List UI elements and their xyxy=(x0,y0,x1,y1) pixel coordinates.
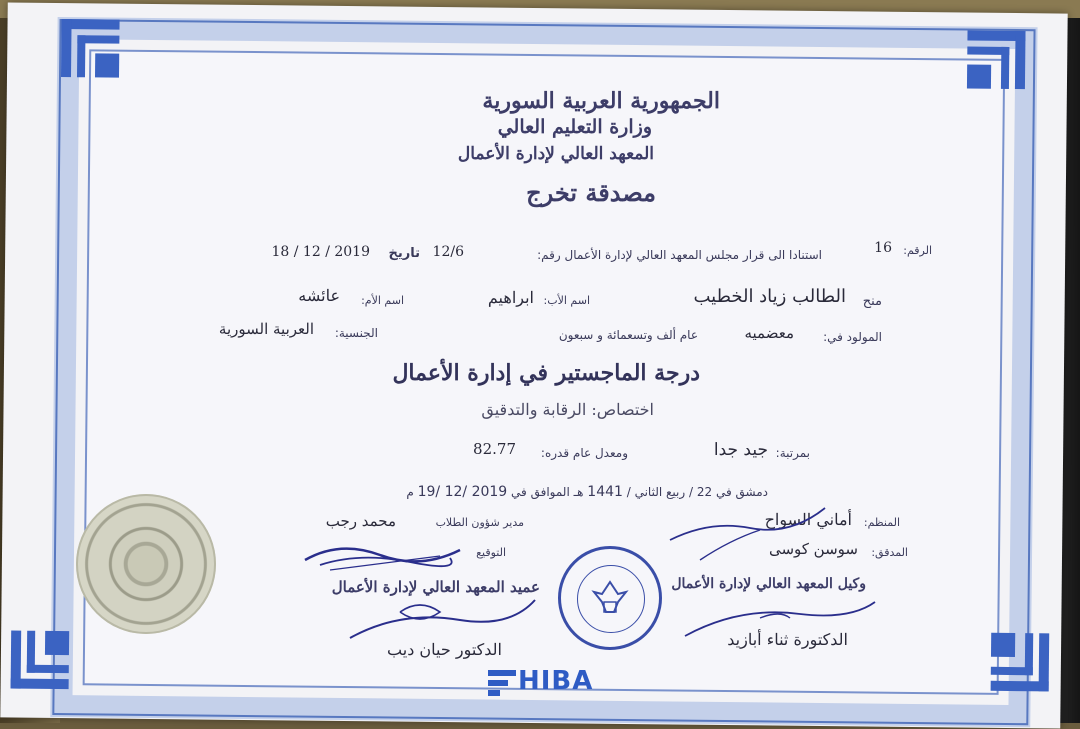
born-place: معضميه xyxy=(744,324,794,342)
hijri-year: 1441 xyxy=(587,484,623,500)
vice-dean-name: الدكتورة ثناء أبازيد xyxy=(727,630,848,649)
certificate-title: مصدقة تخرج xyxy=(526,178,656,207)
hiba-logo-text: HIBA xyxy=(518,666,594,696)
student-affairs-label: مدير شؤون الطلاب xyxy=(435,516,524,529)
institute-heading: المعهد العالي لإدارة الأعمال xyxy=(457,144,654,164)
organizer-label: المنظم: xyxy=(863,516,900,529)
hijri-month: ربيع الثاني xyxy=(634,485,686,499)
student-affairs-name: محمد رجب xyxy=(325,512,396,530)
mother-label: اسم الأم: xyxy=(361,294,404,307)
stamp-eagle-icon xyxy=(558,546,662,650)
student-name: الطالب زياد الخطيب xyxy=(693,286,846,307)
issue-line: دمشق في 22 / ربيع الثاني / 1441 هـ الموافق في 19/ 12/ 2019 م xyxy=(406,484,768,500)
father-label: اسم الأب: xyxy=(543,294,590,307)
nationality-value: العربية السورية xyxy=(218,320,314,338)
republic-heading: الجمهورية العربية السورية xyxy=(482,88,720,114)
dean-title: عميد المعهد العالي لإدارة الأعمال xyxy=(331,578,540,596)
embossed-seal xyxy=(76,494,216,634)
average-label: ومعدل عام قدره: xyxy=(540,446,628,460)
nationality-label: الجنسية: xyxy=(334,326,378,340)
decree-text: استنادا الى قرار مجلس المعهد العالي لإدارة الأعمال رقم: xyxy=(537,248,822,262)
grade-label: بمرتبة: xyxy=(775,446,810,460)
father-name: ابراهيم xyxy=(487,288,534,307)
number-label: الرقم: xyxy=(903,244,932,257)
gregorian-suffix: م xyxy=(406,485,414,499)
decree-date: 18 / 12 / 2019 xyxy=(271,244,370,260)
vice-dean-signature xyxy=(680,596,880,646)
hiba-logo-mark-icon xyxy=(488,668,516,702)
student-affairs-signature xyxy=(300,530,470,580)
granted-label: منح xyxy=(862,294,882,309)
corner-ornament-top-right xyxy=(967,25,1032,90)
gregorian-date: 19/ 12/ 2019 xyxy=(417,484,508,500)
auditor-label: المدقق: xyxy=(871,546,908,559)
hijri-day: 22 xyxy=(696,485,713,499)
number-value: 16 xyxy=(874,240,892,256)
dean-name: الدكتور حيان ديب xyxy=(387,640,502,659)
grade-value: جيد جدا xyxy=(713,440,768,460)
corner-ornament-bottom-right xyxy=(991,633,1056,698)
date-label: تاريخ xyxy=(388,246,420,261)
signature-label: التوقيع xyxy=(476,546,506,559)
born-year: عام ألف وتسعمائة و سبعون xyxy=(558,328,698,342)
born-label: المولود في: xyxy=(823,330,882,344)
corner-ornament-bottom-left xyxy=(5,630,70,695)
official-stamp xyxy=(558,546,662,650)
average-value: 82.77 xyxy=(473,440,516,458)
corner-ornament-top-left xyxy=(55,13,120,78)
hijri-suffix: هـ الموافق في xyxy=(511,485,584,499)
specialization: اختصاص: الرقابة والتدقيق xyxy=(481,400,654,419)
auditor-name: سوسن كوسى xyxy=(768,540,858,558)
organizer-signature xyxy=(660,500,830,570)
vice-dean-title: وكيل المعهد العالي لإدارة الأعمال xyxy=(671,576,866,592)
degree-name: درجة الماجستير في إدارة الأعمال xyxy=(392,360,700,386)
issue-prefix: دمشق في xyxy=(715,485,768,499)
dean-signature xyxy=(340,590,540,650)
ministry-heading: وزارة التعليم العالي xyxy=(497,116,652,138)
mother-name: عائشه xyxy=(298,286,340,305)
organizer-name: أماني السواح xyxy=(764,510,852,529)
decision-number: 12/6 xyxy=(432,244,464,260)
